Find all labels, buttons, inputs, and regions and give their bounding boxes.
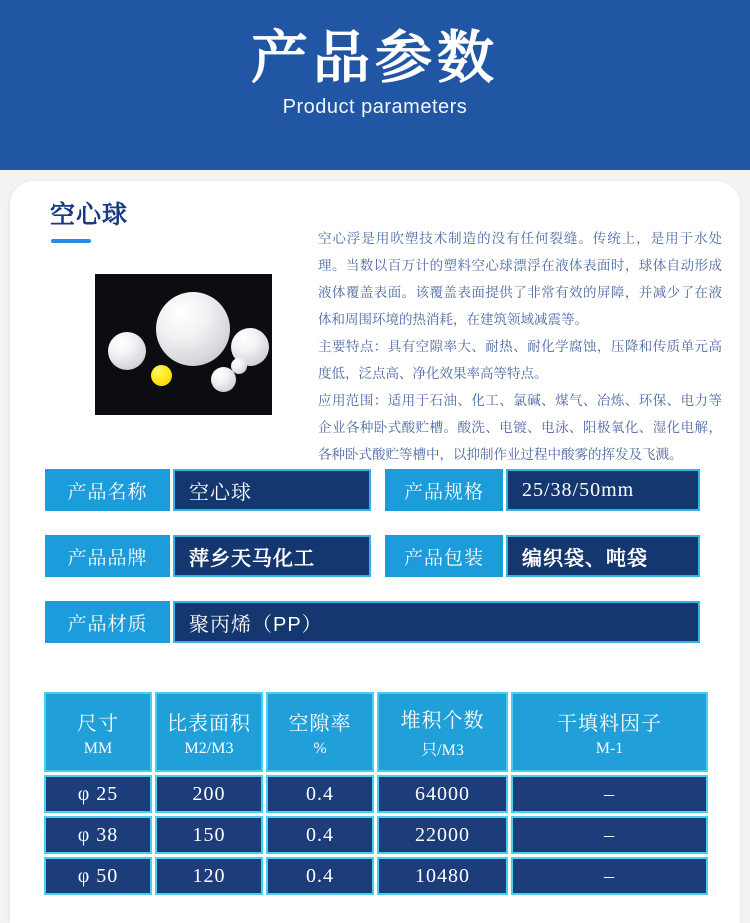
description-text: 空心浮是用吹塑技术制造的没有任何裂缝。传统上，是用于水处理。当数以百万计的塑料空心球漂浮在液体表面时，球体自动形成液体覆盖表面。该覆盖表面提供了非常有效的屏障，并减少了在液体和周围环境的热消耗，在建筑领域减震等。 <box>318 231 722 327</box>
cell-packing: – <box>511 775 708 813</box>
cell-packing: – <box>511 857 708 895</box>
header-cell-stacking-count <box>377 692 508 772</box>
product-spec-value: 25/38/50mm <box>506 469 700 511</box>
header-stacking-unit: 只/M3 <box>421 742 464 759</box>
product-spec-label: 产品规格 <box>385 469 503 511</box>
header-void-unit: % <box>313 739 327 757</box>
page-subtitle: Product parameters <box>282 95 468 118</box>
header-surface-unit: M2/M3 <box>184 739 234 757</box>
spec-table-header-row <box>44 692 708 772</box>
cell-size: φ 38 <box>44 816 152 854</box>
cell-void: 0.4 <box>266 816 374 854</box>
cell-void: 0.4 <box>266 775 374 813</box>
features-text: 主要特点：具有空隙率大、耐热、耐化学腐蚀，压降和传质单元高度低，泛点高、净化效果率高等特点。 <box>318 339 722 381</box>
header-stacking-cn: 堆积个数 <box>400 710 485 732</box>
product-brand-value: 萍乡天马化工 <box>173 535 371 577</box>
spec-table <box>41 689 711 898</box>
header-cell-size <box>44 692 152 772</box>
applications-text: 应用范围：适用于石油、化工、氯碱、煤气、冶炼、环保、电力等企业各种卧式酸贮槽。酸洗、电镀、电泳、阳极氧化、湿化电解，各种卧式酸贮等槽中，以抑制作业过程中酸雾的挥发及飞溅。 <box>318 393 722 462</box>
info-row-brand-packaging <box>10 535 740 577</box>
header-cell-void-rate <box>266 692 374 772</box>
banner <box>0 0 750 170</box>
page-title: 产品参数 <box>251 26 499 90</box>
table-row-phi25 <box>44 775 708 813</box>
header-cell-surface-area <box>155 692 263 772</box>
yellow-ball <box>151 365 172 386</box>
table-row-phi38 <box>44 816 708 854</box>
cell-surface: 200 <box>155 775 263 813</box>
info-row-material <box>10 601 740 643</box>
white-ball-large <box>156 292 230 366</box>
header-packing-cn: 干填料因子 <box>557 712 662 735</box>
cell-surface: 150 <box>155 816 263 854</box>
cell-size: φ 50 <box>44 857 152 895</box>
table-row-phi50 <box>44 857 708 895</box>
white-ball-tiny <box>231 358 247 374</box>
product-name-value: 空心球 <box>173 469 371 511</box>
section-title: 空心球 <box>50 201 129 229</box>
product-packaging-label: 产品包装 <box>385 535 503 577</box>
product-brand-label: 产品品牌 <box>45 535 170 577</box>
product-description <box>318 225 722 468</box>
product-material-label: 产品材质 <box>45 601 170 643</box>
header-packing-unit: M-1 <box>595 739 624 757</box>
white-ball-left <box>108 332 146 370</box>
product-photo <box>95 274 272 415</box>
cell-void: 0.4 <box>266 857 374 895</box>
cell-surface: 120 <box>155 857 263 895</box>
cell-size: φ 25 <box>44 775 152 813</box>
header-surface-cn: 比表面积 <box>167 712 251 735</box>
info-row-name-spec <box>10 469 740 511</box>
cell-stacking: 64000 <box>377 775 508 813</box>
header-size-unit: MM <box>83 739 113 757</box>
header-void-cn: 空隙率 <box>288 712 352 735</box>
cell-stacking: 22000 <box>377 816 508 854</box>
product-name-label: 产品名称 <box>45 469 170 511</box>
header-cell-dry-packing-factor <box>511 692 708 772</box>
product-card <box>10 181 740 923</box>
cell-packing: – <box>511 816 708 854</box>
title-underline <box>51 239 91 243</box>
product-material-value: 聚丙烯（PP） <box>173 601 700 643</box>
cell-stacking: 10480 <box>377 857 508 895</box>
header-size-cn: 尺寸 <box>77 712 119 735</box>
product-packaging-value: 编织袋、吨袋 <box>506 535 700 577</box>
